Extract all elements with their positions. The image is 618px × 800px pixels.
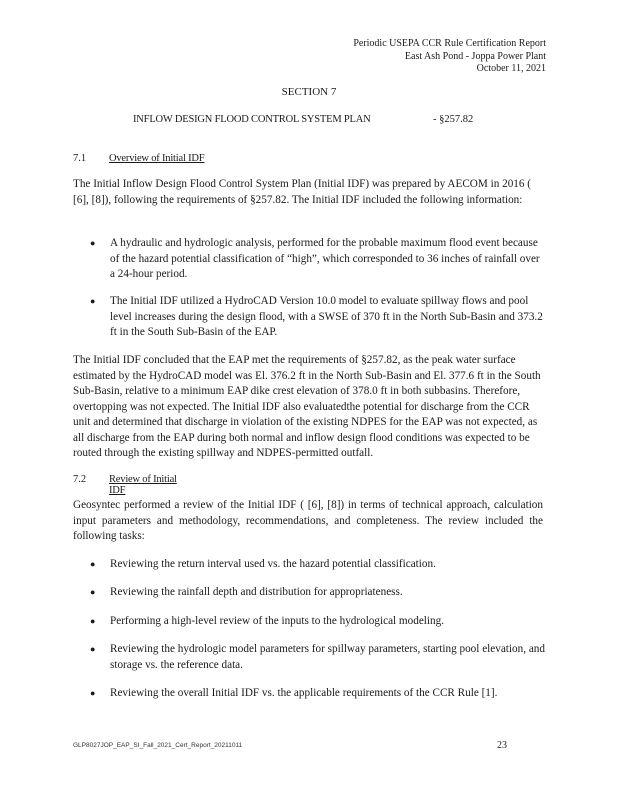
bullet-icon: ● [90,616,96,626]
subsection-2-title: Review of Initial IDF [109,474,177,496]
subsection-2-heading [109,474,191,496]
section-title: INFLOW DESIGN FLOOD CONTROL SYSTEM PLAN [133,114,371,125]
list-item [90,557,545,573]
section-number: SECTION 7 [281,86,337,98]
subsection-1-bullet-list-2 [90,294,545,341]
footer-document-id: GLP8027JOP_EAP_SI_Fall_2021_Cert_Report_20211011 [73,742,243,749]
list-item [90,614,545,630]
bullet-icon: ● [90,296,96,306]
subsection-1-number: 7.1 [73,153,87,164]
list-item-text: Performing a high-level review of the inputs to the hydrological modeling. [110,615,444,627]
list-item [90,686,545,702]
header-date: October 11, 2021 [476,63,546,74]
list-item-text: A hydraulic and hydrologic analysis, performed for the probable maximum flood event because of the hazard potential classification of “high”, which corresponded to 36 inches of rainfall over a 24-hour period. [110,237,540,280]
bullet-icon: ● [90,644,96,654]
list-item [90,642,545,673]
list-item [90,294,545,341]
bullet-icon: ● [90,559,96,569]
footer-page-number: 23 [497,740,507,751]
subsection-1-heading [109,153,230,164]
subsection-1-bullet-list [90,236,545,283]
subsection-2-intro: Geosyntec performed a review of the Initial IDF ( [6], [8]) in terms of technical approach, calculation input parameters and methodology, recommendations, and completeness. The review included the following tasks: [73,499,543,542]
subsection-1-intro: The Initial Inflow Design Flood Control System Plan (Initial IDF) was prepared by AECOM in 2016 ( [6], [8]), following the requirements of §257.82. The Initial IDF included the following information: [73,178,532,206]
subsection-2-bullet-4 [90,642,545,673]
subsection-2-number: 7.2 [73,474,87,485]
list-item-text: The Initial IDF utilized a HydroCAD Version 10.0 model to evaluate spillway flows and pool level increases during the design flood, with a SWSE of 370 ft in the North Sub-Basin and 373.2 ft in the South Sub-Basin of the EAP. [110,295,543,338]
list-item-text: Reviewing the hydrologic model parameters for spillway parameters, starting pool elevation, and storage vs. the reference data. [110,643,545,671]
page-header [353,38,546,76]
subsection-1-title: Overview of Initial IDF [109,153,205,164]
subsection-1-conclusion: The Initial IDF concluded that the EAP met the requirements of §257.82, as the peak water surface estimated by the HydroCAD model was El. 376.2 ft in the North Sub-Basin and El. 377.6 ft in the South Sub-Basin, relative to a minimum EAP dike crest elevation of 378.0 ft in both subbasins. Therefore, overtopping was not expected. The Initial IDF also evaluatedthe potential for discharge from the CCR unit and determined that discharge in violation of the existing NDPES for the EAP was not expected, as all discharge from the EAP during both normal and inflow design flood conditions was expected to be routed through the existing spillway and NDPES-permitted outfall. [73,354,541,459]
list-item-text: Reviewing the return interval used vs. the hazard potential classification. [110,558,436,570]
subsection-2-bullet-5 [90,686,545,702]
header-site-name: East Ash Pond - Joppa Power Plant [404,50,546,62]
bullet-icon: ● [90,238,96,248]
bullet-icon: ● [90,587,96,597]
section-reference: - §257.82 [433,114,474,125]
list-item [90,585,545,601]
subsection-2-bullet-1 [90,557,545,573]
header-report-title: Periodic USEPA CCR Rule Certification Report [353,38,546,49]
subsection-2-bullet-2 [90,585,545,601]
list-item-text: Reviewing the overall Initial IDF vs. the applicable requirements of the CCR Rule [1]. [110,687,498,699]
list-item-text: Reviewing the rainfall depth and distribution for appropriateness. [110,586,403,598]
subsection-2-bullet-3 [90,614,545,630]
bullet-icon: ● [90,688,96,698]
list-item [90,236,545,283]
